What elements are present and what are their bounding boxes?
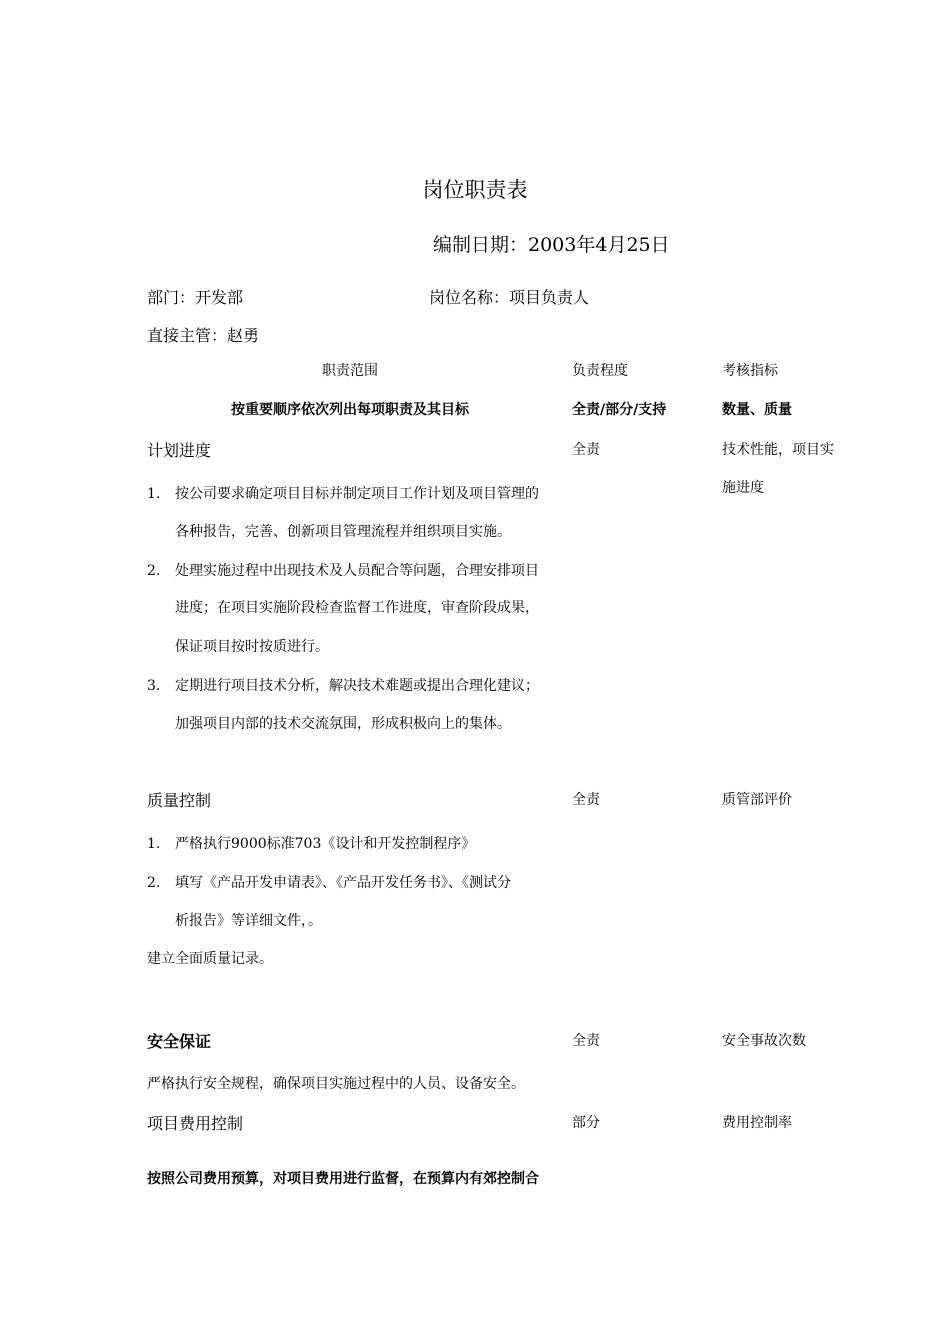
- list-item-continuation: 进度；在项目实施阶段检查监督工作进度，审查阶段成果，: [175, 600, 539, 616]
- section-degree-quality: 全责: [572, 792, 600, 808]
- position-field: 岗位名称：项目负责人: [429, 288, 590, 307]
- section-heading-plan: 计划进度: [147, 441, 212, 460]
- list-item-continuation: 析报告》等详细文件，。: [175, 913, 322, 929]
- header-indicator: 考核指标: [722, 363, 778, 379]
- list-item: 1. 严格执行9000标准703《设计和开发控制程序》: [147, 836, 476, 852]
- list-item: 1. 按公司要求确定项目目标并制定项目工作计划及项目管理的: [147, 486, 539, 502]
- header-scope: 职责范围: [322, 363, 378, 379]
- list-item-continuation: 加强项目内部的技术交流氛围，形成积极向上的集体。: [175, 716, 511, 732]
- supervisor-field: 直接主管：赵勇: [147, 326, 260, 345]
- list-item: 2. 处理实施过程中出现技术及人员配合等问题，合理安排项目: [147, 563, 539, 579]
- list-item-continuation: 保证项目按时按质进行。: [175, 639, 329, 655]
- page-title: 岗位职责表: [422, 178, 528, 202]
- date-line: 编制日期：2003年4月25日: [433, 234, 670, 256]
- section-heading-quality: 质量控制: [147, 791, 212, 810]
- section-degree-safety: 全责: [572, 1033, 600, 1049]
- section-degree-cost: 部分: [572, 1115, 600, 1131]
- header-degree-sub: 全责/部分/支持: [572, 402, 667, 418]
- section-indicator-plan-2: 施进度: [722, 480, 764, 496]
- section-indicator-plan-1: 技术性能，项目实: [722, 442, 834, 458]
- section-indicator-quality: 质管部评价: [722, 792, 792, 808]
- department-field: 部门：开发部: [147, 288, 244, 307]
- section-note-quality: 建立全面质量记录。: [147, 951, 273, 967]
- list-item-continuation: 各种报告，完善、创新项目管理流程并组织项目实施。: [175, 524, 511, 540]
- list-item: 3. 定期进行项目技术分析，解决技术难题或提出合理化建议；: [147, 678, 539, 694]
- section-indicator-cost: 费用控制率: [722, 1115, 792, 1131]
- header-indicator-sub: 数量、质量: [722, 402, 792, 418]
- list-item: 2. 填写《产品开发申请表》、《产品开发任务书》、《测试分: [147, 875, 511, 891]
- section-degree-plan: 全责: [572, 442, 600, 458]
- section-indicator-safety: 安全事故次数: [722, 1033, 806, 1049]
- header-scope-sub: 按重要顺序依次列出每项职责及其目标: [231, 402, 469, 418]
- section-heading-cost: 项目费用控制: [147, 1114, 244, 1133]
- section-text-safety: 严格执行安全规程，确保项目实施过程中的人员、设备安全。: [147, 1076, 525, 1092]
- section-heading-safety: 安全保证: [147, 1032, 212, 1051]
- header-degree: 负责程度: [572, 363, 628, 379]
- section-text-cost: 按照公司费用预算，对项目费用进行监督，在预算内有郊控制合: [147, 1171, 539, 1187]
